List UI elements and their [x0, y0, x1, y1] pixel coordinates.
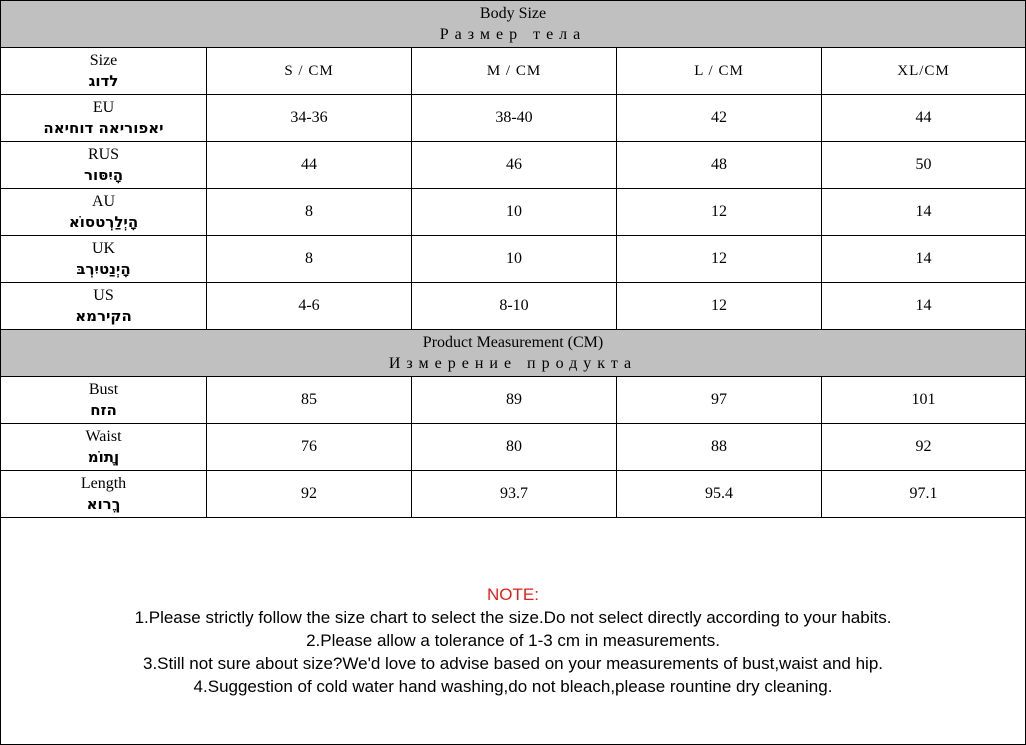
table-cell: 8 — [207, 189, 412, 236]
table-cell: 38-40 — [412, 95, 617, 142]
table-row — [1, 189, 1026, 236]
table-cell: 89 — [412, 377, 617, 424]
row-label-he: ןֶתוֹמ — [87, 448, 120, 466]
row-label: US — [93, 287, 114, 304]
table-cell: 93.7 — [412, 471, 617, 518]
table-cell: 97 — [617, 377, 822, 424]
note-line-1: 1.Please strictly follow the size chart to select the size.Do not select directly according to your habits. — [134, 608, 892, 627]
row-label-eu — [1, 95, 207, 142]
table-cell: 8 — [207, 236, 412, 283]
table-cell: 10 — [412, 189, 617, 236]
body-size-heading — [1, 1, 1026, 48]
size-label: Size — [89, 52, 118, 69]
size-label-he: לדוג — [88, 72, 119, 90]
col-header-s: S / CM — [207, 48, 412, 95]
table-cell: 92 — [822, 424, 1026, 471]
row-label: UK — [91, 240, 116, 257]
row-label-uk — [1, 236, 207, 283]
table-cell: 85 — [207, 377, 412, 424]
product-measurement-band — [1, 330, 1026, 377]
table-cell: 80 — [412, 424, 617, 471]
table-cell: 42 — [617, 95, 822, 142]
row-label-he: הָיְנַטיִרְבּ — [76, 260, 131, 278]
col-header-l: L / CM — [617, 48, 822, 95]
table-row — [1, 95, 1026, 142]
product-measurement-title: Product Measurement (CM) — [422, 334, 604, 351]
row-label-waist — [1, 424, 207, 471]
row-label-length — [1, 471, 207, 518]
table-cell: 97.1 — [822, 471, 1026, 518]
table-cell: 8-10 — [412, 283, 617, 330]
size-header-row — [1, 48, 1026, 95]
table-cell: 14 — [822, 189, 1026, 236]
size-label-cell — [1, 48, 207, 95]
table-cell: 12 — [617, 283, 822, 330]
table-cell: 44 — [207, 142, 412, 189]
table-cell: 14 — [822, 283, 1026, 330]
table-cell: 12 — [617, 236, 822, 283]
table-cell: 34-36 — [207, 95, 412, 142]
note-line-2: 2.Please allow a tolerance of 1-3 cm in measurements. — [306, 631, 720, 650]
body-size-title-ru: Размер тела — [439, 26, 587, 43]
table-cell: 44 — [822, 95, 1026, 142]
table-cell: 92 — [207, 471, 412, 518]
table-cell: 12 — [617, 189, 822, 236]
table-row — [1, 236, 1026, 283]
row-label-us — [1, 283, 207, 330]
table-cell: 95.4 — [617, 471, 822, 518]
note-title: NOTE: — [487, 585, 539, 604]
row-label-he: הקירמא — [75, 307, 132, 325]
row-label: RUS — [87, 146, 120, 163]
table-row — [1, 377, 1026, 424]
table-row — [1, 283, 1026, 330]
row-label-he: יאפוריאה דוחיאה — [43, 119, 164, 137]
product-measurement-heading — [1, 330, 1026, 377]
row-label-he: הָיִסּור — [83, 166, 124, 184]
table-cell: 88 — [617, 424, 822, 471]
row-label-he: הָיְלַרְטסוֹא — [68, 213, 139, 231]
table-cell: 14 — [822, 236, 1026, 283]
table-cell: 46 — [412, 142, 617, 189]
row-label: Length — [80, 475, 127, 492]
col-header-m: M / CM — [412, 48, 617, 95]
row-label-au — [1, 189, 207, 236]
row-label-he: ךֶרוא — [86, 495, 121, 513]
note-line-4: 4.Suggestion of cold water hand washing,do not bleach,please rountine dry cleaning. — [193, 677, 833, 696]
table-row — [1, 142, 1026, 189]
table-row — [1, 424, 1026, 471]
table-cell: 76 — [207, 424, 412, 471]
row-label-he: הזח — [90, 401, 117, 419]
col-header-xl: XL/CM — [822, 48, 1026, 95]
product-measurement-title-ru: Измерение продукта — [388, 355, 638, 372]
note-line-3: 3.Still not sure about size?We'd love to advise based on your measurements of bust,waist and hip. — [142, 654, 883, 673]
row-label-bust — [1, 377, 207, 424]
body-size-band — [1, 1, 1026, 48]
row-label: Bust — [88, 381, 119, 398]
table-cell: 4-6 — [207, 283, 412, 330]
body-size-title: Body Size — [479, 5, 547, 22]
row-label: AU — [91, 193, 116, 210]
table-cell: 50 — [822, 142, 1026, 189]
row-label: EU — [92, 99, 115, 116]
row-label: Waist — [85, 428, 122, 445]
row-label-rus — [1, 142, 207, 189]
table-row — [1, 471, 1026, 518]
table-cell: 10 — [412, 236, 617, 283]
notes-section — [1, 529, 1025, 744]
table-cell: 101 — [822, 377, 1026, 424]
table-cell: 48 — [617, 142, 822, 189]
